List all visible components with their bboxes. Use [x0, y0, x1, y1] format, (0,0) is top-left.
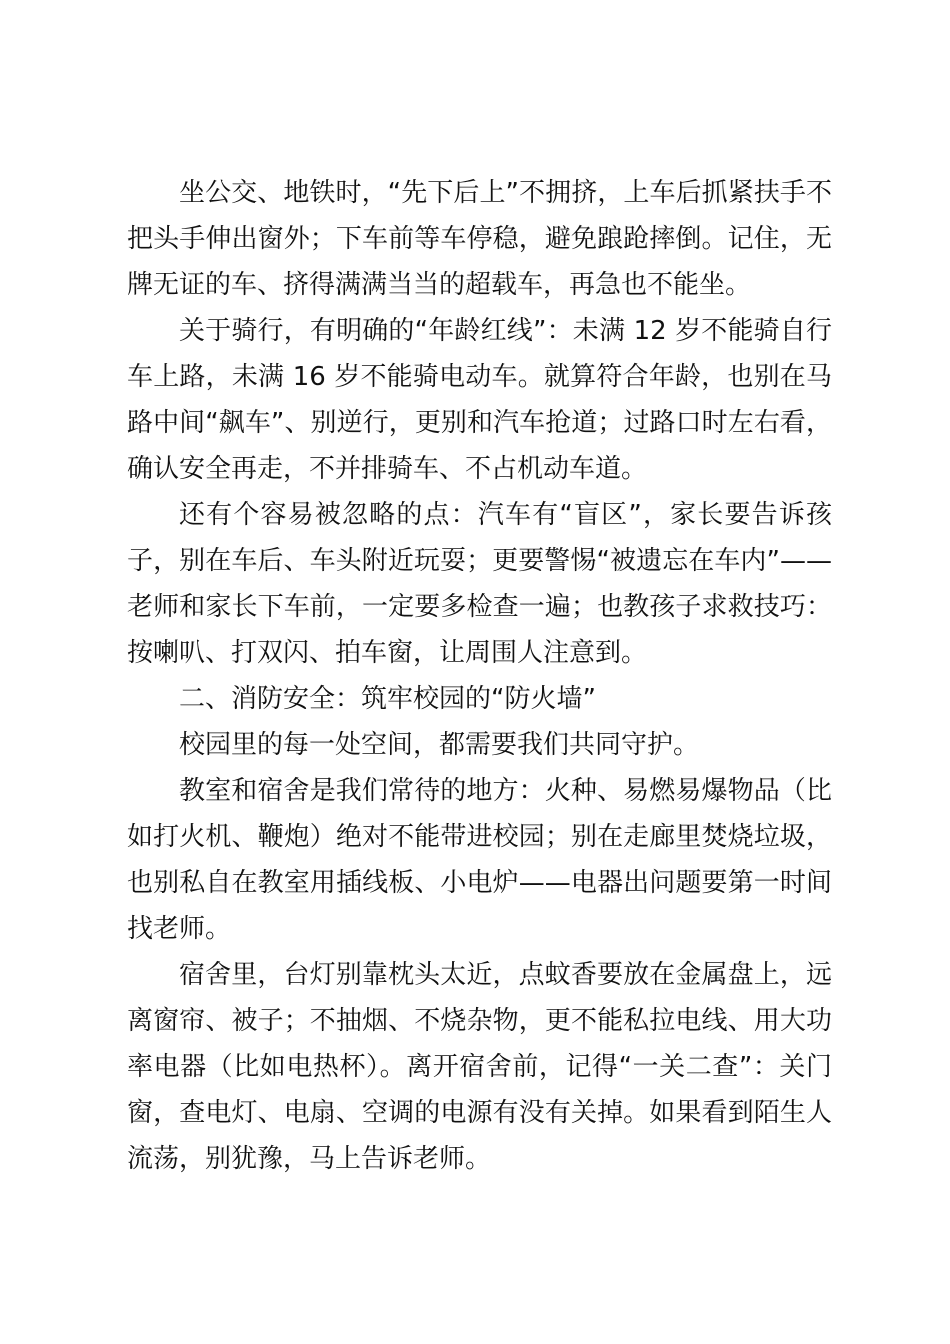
- paragraph-classroom-dorm: 教室和宿舍是我们常待的地方：火种、易燃易爆物品（比如打火机、鞭炮）绝对不能带进校园；别在走廊里焚烧垃圾，也别私自在教室用插线板、小电炉——电器出问题要第一时间找老师。: [127, 776, 832, 944]
- section-heading-fire-safety: 二、消防安全：筑牢校园的“防火墙”: [179, 684, 596, 714]
- paragraph-dormitory: 宿舍里，台灯别靠枕头太近，点蚊香要放在金属盘上，远离窗帘、被子；不抽烟、不烧杂物，更不能私拉电线、用大功率电器（比如电热杯）。离开宿舍前，记得“一关二查”：关门窗，查电灯、电扇、空调的电源有没有关掉。如果看到陌生人流荡，别犹豫，马上告诉老师。: [127, 960, 832, 1174]
- paragraph-public-transport: 坐公交、地铁时，“先下后上”不拥挤，上车后抓紧扶手不把头手伸出窗外；下车前等车停稳，避免踉跄摔倒。记住，无牌无证的车、挤得满满当当的超载车，再急也不能坐。: [127, 178, 832, 300]
- paragraph-blind-spot: 还有个容易被忽略的点：汽车有“盲区”，家长要告诉孩子，别在车后、车头附近玩耍；更要警惕“被遗忘在车内”——老师和家长下车前，一定要多检查一遍；也教孩子求救技巧：按喇叭、打双闪、拍车窗，让周围人注意到。: [127, 500, 832, 668]
- paragraph-campus-intro: 校园里的每一处空间，都需要我们共同守护。: [179, 730, 700, 760]
- document-body: [127, 170, 832, 1182]
- paragraph-cycling: 关于骑行，有明确的“年龄红线”：未满 12 岁不能骑自行车上路，未满 16 岁不能骑电动车。就算符合年龄，也别在马路中间“飙车”、别逆行，更别和汽车抢道；过路口时左右看，确认安全再走，不并排骑车、不占机动车道。: [127, 316, 832, 484]
